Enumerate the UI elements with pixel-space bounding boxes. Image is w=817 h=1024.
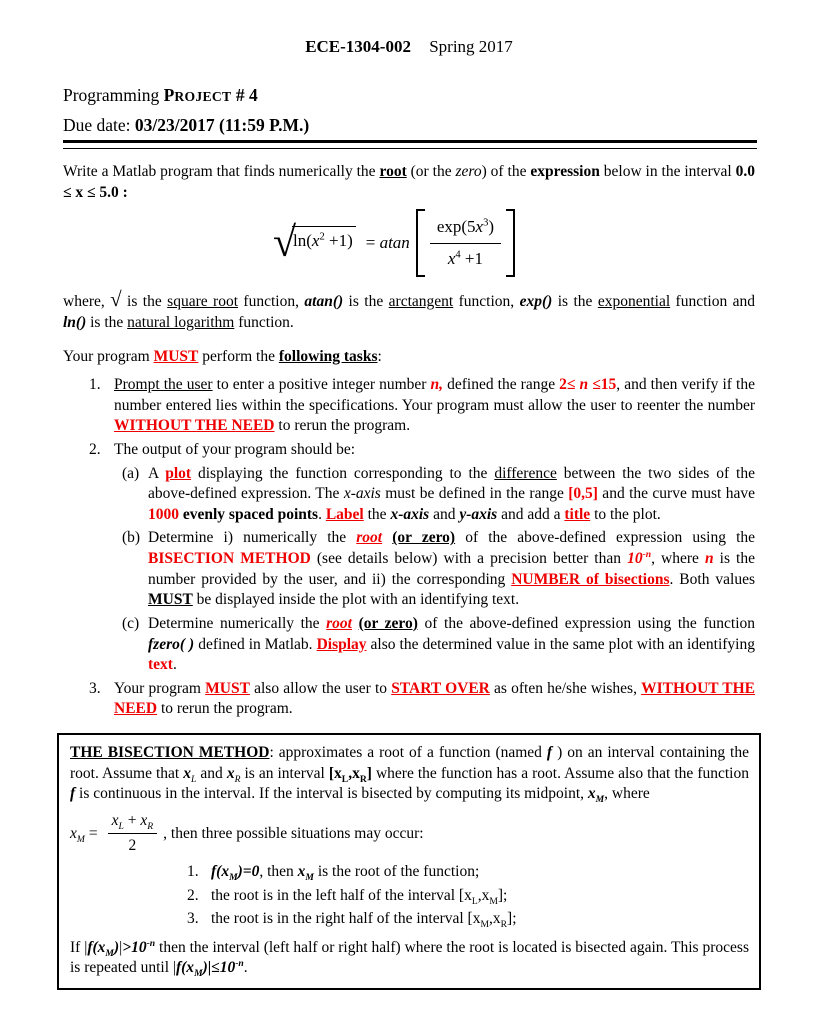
list-marker: 1. xyxy=(89,376,101,394)
where-paragraph: where, √ is the square root function, atan() is the arctangent function, exp() is the exponential function and ln() is the natural logarithm function. xyxy=(63,287,756,331)
fraction-denominator: $x^4 +1$ xyxy=(447,248,483,268)
midpoint-numerator: $x_L + x_R$ xyxy=(108,811,158,835)
midpoint-tail: , then three possible situations may occur: xyxy=(163,824,424,842)
bisection-case xyxy=(70,909,749,930)
due-date-value: 03/23/2017 (11:59 P.M.) xyxy=(134,114,310,135)
list-item-text: Your program MUST also allow the user to START OVER as often he/she wishes, WITHOUT THE NEED to rerun the program. xyxy=(114,679,755,718)
list-item-text: Determine numerically the root (or zero) of the above-defined expression using the function fzero( ) defined in Matlab. Display also the determined value in the same plot with an identifying text. xyxy=(148,614,756,674)
fraction-numerator: $\exp(5x^3)$ xyxy=(430,216,501,244)
course-code: ECE-1304-002 xyxy=(305,37,411,56)
list-item xyxy=(63,440,755,461)
radicand: $\ln(x^2 +1)$ xyxy=(292,226,356,253)
equation-relation: = atan xyxy=(365,233,410,253)
list-marker: 3. xyxy=(89,679,101,697)
midpoint-fraction xyxy=(106,809,160,859)
midpoint-equation xyxy=(70,809,749,859)
list-item xyxy=(63,679,755,720)
midpoint-lhs: $x_M$ xyxy=(70,824,85,845)
square-root-expression xyxy=(272,220,356,267)
list-item xyxy=(63,375,755,437)
list-subitem xyxy=(63,464,755,526)
course-header xyxy=(63,36,755,59)
left-bracket-icon xyxy=(416,209,425,277)
equation-fraction xyxy=(428,209,503,277)
main-equation xyxy=(63,207,725,279)
list-marker: (c) xyxy=(122,614,140,632)
midpoint-denominator: 2 xyxy=(128,837,137,855)
list-marker: 2. xyxy=(89,441,101,459)
midpoint-equals: = xyxy=(88,824,98,842)
list-item-text: the root is in the left half of the interval $[x_L,x_M]$; xyxy=(211,886,508,907)
task-list xyxy=(63,375,755,720)
list-item-text: A plot displaying the function corresponding to the difference between the two sides of the above-defined expression. The x-axis must be defined in the range [0,5] and the curve must have 1000 evenly spaced points. Label the x-axis and y-axis and add a title to the plot. xyxy=(148,464,756,523)
bisection-case xyxy=(70,862,749,883)
project-title: Programming PROJECT # 4 xyxy=(63,84,258,105)
list-marker: (b) xyxy=(122,529,141,547)
list-item-text: $f(x_M)=0$, then $x_M$ is the root of the function; xyxy=(211,862,480,884)
radical-icon: √ xyxy=(272,220,297,267)
list-marker: 3. xyxy=(187,910,199,928)
due-date-label: Due date: xyxy=(63,114,135,135)
intro-paragraph: Write a Matlab program that finds numerically the root (or the zero) of the expression below in the interval 0.0 ≤ x ≤ 5.0 : xyxy=(63,163,755,201)
list-subitem xyxy=(63,528,755,610)
bisection-intro: THE BISECTION METHOD: approximates a root of a function (named f ) on an interval containing the root. Assume that $x_L$ and $x_R$ is an interval $[x_L,x_R]$ where the function has a root. Assume also that the function f is continuous in the interval. If the interval is bisected by computing its midpoint, $x_M$, where xyxy=(70,743,749,806)
header-divider xyxy=(63,140,757,149)
bisection-method-box xyxy=(57,733,761,990)
right-bracket-icon xyxy=(506,209,515,277)
list-marker: 2. xyxy=(187,886,199,904)
semester: Spring 2017 xyxy=(429,37,513,56)
tasks-intro: Your program MUST perform the following tasks: xyxy=(63,347,382,365)
list-marker: 1. xyxy=(187,862,199,880)
list-item-text: The output of your program should be: xyxy=(114,441,356,459)
list-item-text: Determine i) numerically the root (or zero) of the above-defined expression using the BISECTION METHOD (see details below) with a precision better than $10^{-n}$, where n is the number provided by the user, and ii) the corresponding NUMBER of bisections. Both values MUST be displayed inside the plot with an identifying text. xyxy=(148,529,756,609)
list-marker: (a) xyxy=(122,464,140,482)
list-item-text: the root is in the right half of the interval $[x_M,x_R]$; xyxy=(211,910,517,931)
bisection-conclusion: If $|f(x_M)|>10^{-n}$ then the interval (left half or right half) where the root is located is bisected again. This process is repeated until $|f(x_M)|\le 10^{-n}$. xyxy=(70,937,749,980)
bracketed-fraction xyxy=(416,209,515,277)
bisection-case xyxy=(70,886,749,907)
due-date-row xyxy=(63,114,755,137)
list-subitem xyxy=(63,614,755,676)
list-item-text: Prompt the user to enter a positive integer number n, defined the range 2≤ n ≤15, and then verify if the number entered lies within the specifications. Your program must allow the user to reenter the number WITHOUT THE NEED to rerun the program. xyxy=(114,376,755,435)
